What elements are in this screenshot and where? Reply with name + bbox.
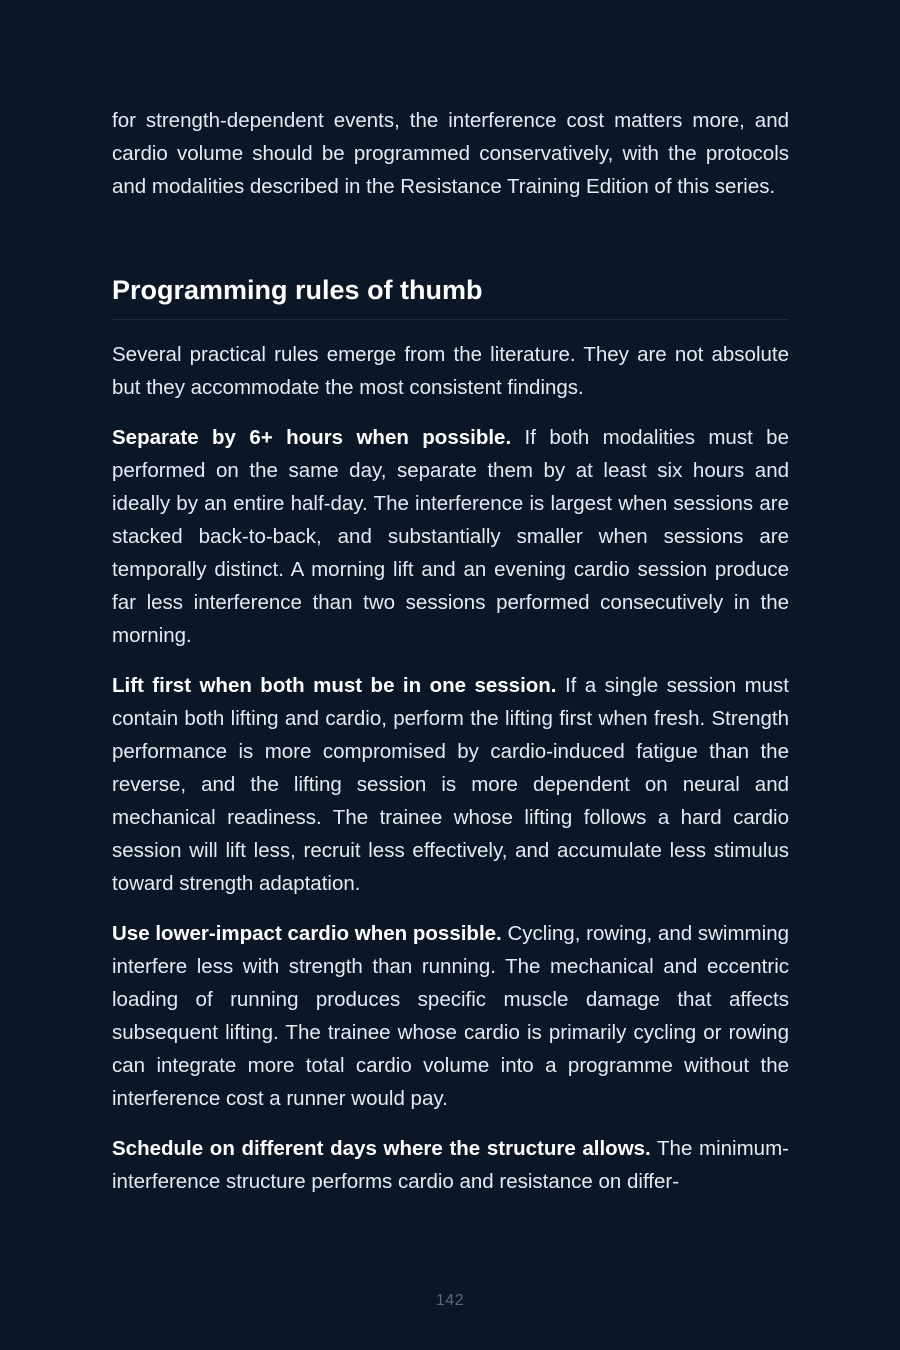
page-number: 142 [435,1292,465,1309]
rule-lead: Lift first when both must be in one session. [112,674,557,697]
section-intro-paragraph: Several practical rules emerge from the literature. They are not absolute but they accommodate the most consistent findings. [112,343,789,399]
rule-lead: Separate by 6+ hours when possible. [112,426,512,449]
rule-body: If both modalities must be performed on the same day, separate them by at least six hours and ideally by an entire half-day. The interference is largest when sessions are stacked back-to-back, and substantially smaller when sessions are temporally distinct. A morning lift and an evening cardio session produce far less interference than two sessions performed consecutively in the morning. [112,426,789,647]
intro-paragraph: for strength-dependent events, the interference cost matters more, and cardio volume should be programmed conservatively, with the protocols and modalities described in the Resistance Training Edition of this series. [112,109,789,198]
rule-body: Cycling, rowing, and swimming interfere less with strength than running. The mechanical and eccentric loading of running produces specific muscle damage that affects subsequent lifting. The trainee whose cardio is primarily cycling or rowing can integrate more total cardio volume into a programme without the interference cost a runner would pay. [112,922,789,1110]
page-content [112,104,789,1198]
rule-body: The minimum-interference structure performs cardio and resistance on differ- [112,1137,789,1193]
rule-paragraph-separate [112,421,789,652]
rule-lead: Use lower-impact cardio when possible. [112,922,502,945]
rule-paragraph-low-impact [112,917,789,1115]
rule-body: If a single session must contain both lifting and cardio, perform the lifting first when fresh. Strength performance is more compromised by cardio-induced fatigue than the reverse, and the lifting session is more dependent on neural and mechanical readiness. The trainee whose lifting follows a hard cardio session will lift less, recruit less effectively, and accumulate less stimulus toward strength adaptation. [112,674,789,895]
section-heading: Programming rules of thumb [112,273,789,320]
rule-lead: Schedule on different days where the structure allows. [112,1137,651,1160]
rule-paragraph-lift-first [112,669,789,900]
rule-paragraph-different-days [112,1132,789,1198]
